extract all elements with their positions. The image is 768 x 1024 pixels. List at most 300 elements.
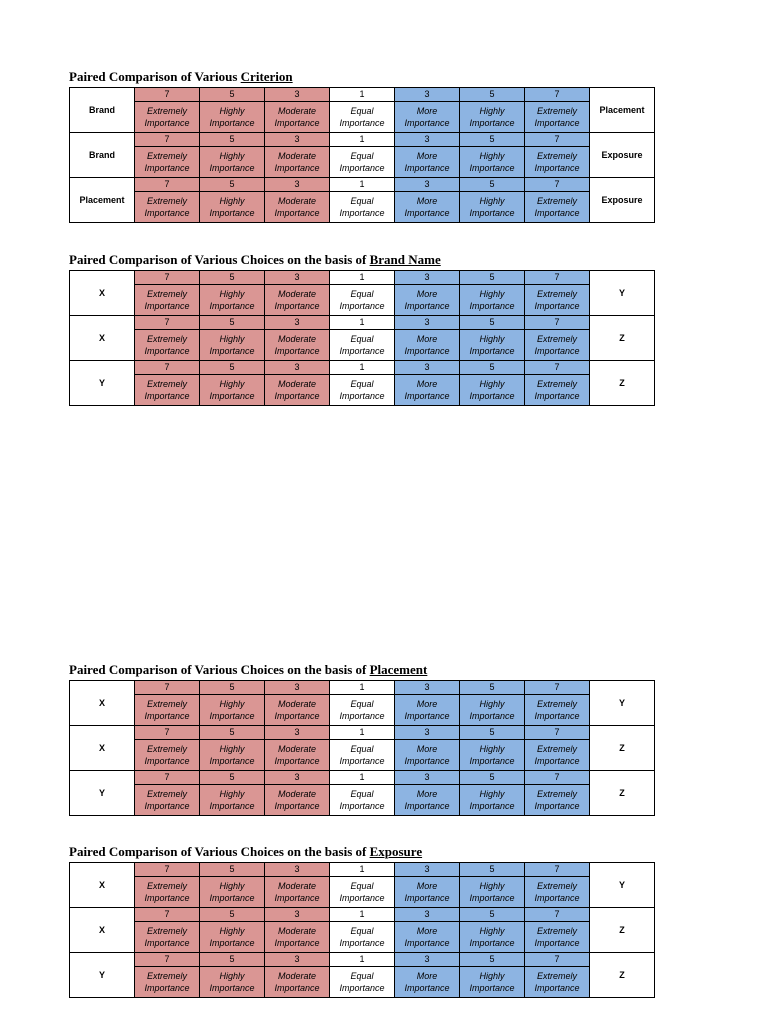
- placement-section: [69, 661, 655, 811]
- scale-importance: Importance: [534, 801, 580, 811]
- scale-importance: Importance: [469, 711, 515, 721]
- comparison-row: [70, 726, 655, 771]
- comparison-table: [69, 87, 655, 223]
- scale-cell[interactable]: [200, 908, 265, 953]
- scale-cell[interactable]: [135, 88, 200, 133]
- scale-cell[interactable]: [200, 681, 265, 726]
- scale-cell[interactable]: [395, 271, 460, 316]
- scale-number: 5: [200, 271, 264, 285]
- scale-number: 3: [265, 178, 329, 192]
- criterion-section: [69, 68, 655, 218]
- scale-cell[interactable]: [200, 178, 265, 223]
- scale-degree: Highly: [219, 926, 245, 936]
- comparison-table: [69, 680, 655, 816]
- scale-cell[interactable]: [200, 88, 265, 133]
- scale-number: 5: [200, 771, 264, 785]
- scale-cell[interactable]: [135, 953, 200, 998]
- scale-cell[interactable]: [200, 863, 265, 908]
- scale-cell[interactable]: [395, 133, 460, 178]
- title-prefix: Paired Comparison of Various: [69, 69, 241, 84]
- scale-number: 5: [200, 88, 264, 102]
- scale-cell[interactable]: [265, 316, 330, 361]
- scale-cell[interactable]: [395, 681, 460, 726]
- scale-cell[interactable]: [395, 316, 460, 361]
- scale-number: 7: [525, 88, 589, 102]
- title-prefix: Paired Comparison of Various Choices on the basis of: [69, 252, 370, 267]
- right-option: Z: [590, 953, 655, 998]
- scale-importance: Importance: [209, 391, 255, 401]
- scale-number: 5: [200, 863, 264, 877]
- right-option: Z: [590, 316, 655, 361]
- scale-cell[interactable]: [330, 726, 395, 771]
- scale-degree: Moderate: [277, 106, 317, 116]
- section-title: [69, 68, 655, 86]
- scale-cell[interactable]: [395, 863, 460, 908]
- scale-importance: Importance: [144, 756, 190, 766]
- scale-degree: Moderate: [277, 151, 317, 161]
- scale-cell[interactable]: [265, 771, 330, 816]
- scale-cell[interactable]: [460, 771, 525, 816]
- scale-cell[interactable]: [395, 726, 460, 771]
- right-option: Y: [590, 271, 655, 316]
- left-option: X: [70, 271, 135, 316]
- scale-cell[interactable]: [395, 178, 460, 223]
- scale-number: 7: [135, 908, 199, 922]
- scale-degree: Extremely: [536, 196, 577, 206]
- scale-degree: Extremely: [146, 926, 187, 936]
- comparison-row: [70, 361, 655, 406]
- scale-number: 7: [135, 726, 199, 740]
- scale-degree: Equal: [350, 106, 374, 116]
- scale-importance: Importance: [469, 118, 515, 128]
- scale-cell[interactable]: [525, 178, 590, 223]
- exposure-section: [69, 843, 655, 993]
- scale-degree: Extremely: [536, 881, 577, 891]
- scale-number: 5: [200, 133, 264, 147]
- scale-importance: Importance: [534, 208, 580, 218]
- scale-cell[interactable]: [135, 316, 200, 361]
- scale-number: 1: [330, 681, 394, 695]
- scale-number: 3: [265, 271, 329, 285]
- scale-number: 7: [135, 88, 199, 102]
- scale-degree: Extremely: [146, 881, 187, 891]
- scale-cell[interactable]: [460, 133, 525, 178]
- scale-importance: Importance: [209, 801, 255, 811]
- title-subject: Brand Name: [369, 252, 441, 267]
- scale-cell[interactable]: [525, 771, 590, 816]
- scale-importance: Importance: [209, 163, 255, 173]
- scale-importance: Importance: [144, 893, 190, 903]
- comparison-row: [70, 178, 655, 223]
- right-option: Y: [590, 681, 655, 726]
- scale-number: 3: [395, 88, 459, 102]
- scale-importance: Importance: [274, 346, 320, 356]
- scale-importance: Importance: [534, 346, 580, 356]
- scale-cell[interactable]: [135, 361, 200, 406]
- scale-degree: Highly: [479, 926, 505, 936]
- scale-degree: Moderate: [277, 699, 317, 709]
- left-option: X: [70, 863, 135, 908]
- scale-importance: Importance: [274, 301, 320, 311]
- scale-degree: Moderate: [277, 971, 317, 981]
- scale-importance: Importance: [339, 801, 385, 811]
- scale-degree: Highly: [219, 289, 245, 299]
- scale-importance: Importance: [339, 391, 385, 401]
- scale-degree: Moderate: [277, 881, 317, 891]
- right-option: Placement: [590, 88, 655, 133]
- scale-importance: Importance: [274, 756, 320, 766]
- scale-importance: Importance: [209, 756, 255, 766]
- scale-importance: Importance: [339, 208, 385, 218]
- scale-cell[interactable]: [200, 316, 265, 361]
- scale-number: 7: [135, 361, 199, 375]
- scale-cell[interactable]: [525, 863, 590, 908]
- scale-number: 3: [265, 726, 329, 740]
- scale-degree: More: [416, 334, 438, 344]
- scale-cell[interactable]: [265, 726, 330, 771]
- scale-importance: Importance: [469, 893, 515, 903]
- scale-importance: Importance: [274, 118, 320, 128]
- scale-cell[interactable]: [525, 271, 590, 316]
- scale-importance: Importance: [469, 391, 515, 401]
- right-option: Z: [590, 361, 655, 406]
- scale-importance: Importance: [469, 208, 515, 218]
- scale-number: 5: [200, 361, 264, 375]
- scale-cell[interactable]: [460, 681, 525, 726]
- scale-number: 1: [330, 953, 394, 967]
- scale-cell[interactable]: [135, 726, 200, 771]
- left-option: Brand: [70, 88, 135, 133]
- scale-degree: Extremely: [536, 699, 577, 709]
- scale-degree: Extremely: [146, 289, 187, 299]
- scale-number: 7: [525, 271, 589, 285]
- title-prefix: Paired Comparison of Various Choices on the basis of: [69, 662, 370, 677]
- scale-number: 3: [265, 953, 329, 967]
- scale-cell[interactable]: [460, 178, 525, 223]
- scale-cell[interactable]: [330, 771, 395, 816]
- scale-number: 1: [330, 133, 394, 147]
- scale-cell[interactable]: [265, 178, 330, 223]
- scale-importance: Importance: [469, 938, 515, 948]
- scale-cell[interactable]: [330, 908, 395, 953]
- scale-degree: Highly: [219, 106, 245, 116]
- scale-importance: Importance: [144, 983, 190, 993]
- comparison-row: [70, 908, 655, 953]
- scale-number: 5: [200, 681, 264, 695]
- scale-importance: Importance: [144, 938, 190, 948]
- scale-number: 5: [200, 178, 264, 192]
- scale-degree: Highly: [219, 789, 245, 799]
- scale-number: 5: [460, 771, 524, 785]
- scale-cell[interactable]: [135, 133, 200, 178]
- scale-cell[interactable]: [265, 88, 330, 133]
- scale-importance: Importance: [209, 711, 255, 721]
- scale-importance: Importance: [534, 983, 580, 993]
- scale-degree: Extremely: [146, 106, 187, 116]
- scale-degree: Extremely: [146, 971, 187, 981]
- scale-number: 7: [135, 863, 199, 877]
- scale-importance: Importance: [274, 711, 320, 721]
- scale-cell[interactable]: [460, 316, 525, 361]
- scale-cell[interactable]: [330, 88, 395, 133]
- scale-degree: Equal: [350, 744, 374, 754]
- scale-cell[interactable]: [525, 908, 590, 953]
- scale-cell[interactable]: [525, 316, 590, 361]
- scale-importance: Importance: [274, 801, 320, 811]
- scale-number: 5: [460, 133, 524, 147]
- scale-importance: Importance: [469, 346, 515, 356]
- comparison-table: [69, 862, 655, 998]
- scale-cell[interactable]: [460, 908, 525, 953]
- scale-number: 7: [135, 178, 199, 192]
- scale-cell[interactable]: [395, 953, 460, 998]
- scale-number: 5: [460, 88, 524, 102]
- scale-number: 7: [135, 316, 199, 330]
- scale-degree: Extremely: [536, 744, 577, 754]
- scale-cell[interactable]: [460, 863, 525, 908]
- scale-number: 5: [460, 908, 524, 922]
- right-option: Exposure: [590, 178, 655, 223]
- scale-degree: Highly: [479, 289, 505, 299]
- scale-degree: Highly: [479, 151, 505, 161]
- scale-degree: Moderate: [277, 334, 317, 344]
- scale-cell[interactable]: [200, 133, 265, 178]
- scale-cell[interactable]: [460, 953, 525, 998]
- scale-cell[interactable]: [395, 88, 460, 133]
- scale-importance: Importance: [404, 118, 450, 128]
- scale-importance: Importance: [404, 301, 450, 311]
- scale-importance: Importance: [339, 301, 385, 311]
- scale-degree: Extremely: [536, 971, 577, 981]
- scale-importance: Importance: [404, 801, 450, 811]
- scale-importance: Importance: [144, 118, 190, 128]
- comparison-row: [70, 771, 655, 816]
- right-option: Y: [590, 863, 655, 908]
- scale-cell[interactable]: [135, 178, 200, 223]
- scale-number: 7: [135, 771, 199, 785]
- scale-number: 5: [460, 178, 524, 192]
- scale-importance: Importance: [339, 711, 385, 721]
- section-title: [69, 661, 655, 679]
- scale-importance: Importance: [339, 893, 385, 903]
- scale-importance: Importance: [209, 208, 255, 218]
- left-option: X: [70, 681, 135, 726]
- scale-degree: More: [416, 151, 438, 161]
- scale-degree: More: [416, 196, 438, 206]
- scale-degree: Highly: [479, 881, 505, 891]
- scale-degree: More: [416, 926, 438, 936]
- scale-cell[interactable]: [525, 88, 590, 133]
- comparison-row: [70, 953, 655, 998]
- title-subject: Criterion: [240, 69, 293, 84]
- scale-cell[interactable]: [265, 908, 330, 953]
- scale-number: 7: [135, 133, 199, 147]
- scale-degree: Extremely: [536, 379, 577, 389]
- scale-importance: Importance: [404, 391, 450, 401]
- scale-importance: Importance: [404, 756, 450, 766]
- scale-degree: More: [416, 789, 438, 799]
- comparison-row: [70, 133, 655, 178]
- scale-degree: Highly: [219, 881, 245, 891]
- scale-degree: Moderate: [277, 744, 317, 754]
- left-option: X: [70, 316, 135, 361]
- scale-number: 3: [265, 316, 329, 330]
- scale-cell[interactable]: [395, 771, 460, 816]
- scale-cell[interactable]: [460, 88, 525, 133]
- scale-cell[interactable]: [265, 681, 330, 726]
- scale-importance: Importance: [339, 163, 385, 173]
- scale-number: 5: [460, 361, 524, 375]
- scale-cell[interactable]: [525, 133, 590, 178]
- scale-cell[interactable]: [200, 361, 265, 406]
- scale-degree: Highly: [479, 789, 505, 799]
- scale-importance: Importance: [404, 983, 450, 993]
- scale-degree: Highly: [219, 196, 245, 206]
- brand-name-section: [69, 251, 655, 401]
- scale-degree: Extremely: [146, 334, 187, 344]
- scale-degree: More: [416, 881, 438, 891]
- scale-degree: Highly: [219, 971, 245, 981]
- scale-degree: Extremely: [146, 744, 187, 754]
- scale-cell[interactable]: [135, 681, 200, 726]
- scale-importance: Importance: [339, 983, 385, 993]
- scale-degree: Highly: [219, 151, 245, 161]
- scale-degree: Highly: [479, 334, 505, 344]
- scale-importance: Importance: [469, 983, 515, 993]
- scale-importance: Importance: [274, 163, 320, 173]
- scale-cell[interactable]: [330, 681, 395, 726]
- left-option: Y: [70, 771, 135, 816]
- scale-cell[interactable]: [265, 133, 330, 178]
- scale-cell[interactable]: [330, 863, 395, 908]
- scale-importance: Importance: [404, 163, 450, 173]
- scale-cell[interactable]: [395, 361, 460, 406]
- scale-degree: Equal: [350, 196, 374, 206]
- scale-cell[interactable]: [135, 863, 200, 908]
- comparison-row: [70, 863, 655, 908]
- scale-cell[interactable]: [460, 726, 525, 771]
- scale-cell[interactable]: [265, 271, 330, 316]
- scale-cell[interactable]: [135, 271, 200, 316]
- scale-degree: Equal: [350, 881, 374, 891]
- scale-cell[interactable]: [330, 953, 395, 998]
- scale-cell[interactable]: [330, 271, 395, 316]
- scale-importance: Importance: [274, 938, 320, 948]
- scale-cell[interactable]: [200, 953, 265, 998]
- scale-number: 1: [330, 316, 394, 330]
- scale-number: 5: [460, 316, 524, 330]
- scale-degree: Moderate: [277, 196, 317, 206]
- scale-importance: Importance: [339, 346, 385, 356]
- scale-number: 3: [395, 771, 459, 785]
- scale-cell[interactable]: [200, 771, 265, 816]
- scale-degree: Equal: [350, 699, 374, 709]
- scale-cell[interactable]: [330, 178, 395, 223]
- scale-number: 5: [200, 953, 264, 967]
- title-subject: Placement: [369, 662, 428, 677]
- section-title: [69, 251, 655, 269]
- scale-cell[interactable]: [330, 133, 395, 178]
- scale-cell[interactable]: [525, 681, 590, 726]
- scale-number: 5: [460, 271, 524, 285]
- scale-cell[interactable]: [200, 726, 265, 771]
- scale-cell[interactable]: [135, 908, 200, 953]
- scale-number: 1: [330, 271, 394, 285]
- scale-importance: Importance: [144, 801, 190, 811]
- scale-cell[interactable]: [265, 863, 330, 908]
- scale-number: 3: [395, 271, 459, 285]
- scale-number: 3: [395, 681, 459, 695]
- right-option: Exposure: [590, 133, 655, 178]
- comparison-row: [70, 316, 655, 361]
- scale-degree: Extremely: [536, 334, 577, 344]
- scale-cell[interactable]: [135, 771, 200, 816]
- scale-cell[interactable]: [330, 316, 395, 361]
- scale-degree: Equal: [350, 289, 374, 299]
- scale-cell[interactable]: [460, 361, 525, 406]
- scale-cell[interactable]: [525, 953, 590, 998]
- scale-number: 3: [395, 908, 459, 922]
- scale-degree: Highly: [219, 744, 245, 754]
- scale-importance: Importance: [469, 301, 515, 311]
- scale-number: 5: [460, 953, 524, 967]
- scale-cell[interactable]: [525, 361, 590, 406]
- scale-importance: Importance: [274, 893, 320, 903]
- scale-cell[interactable]: [265, 361, 330, 406]
- scale-importance: Importance: [404, 711, 450, 721]
- title-prefix: Paired Comparison of Various Choices on the basis of: [69, 844, 370, 859]
- scale-number: 5: [460, 726, 524, 740]
- scale-cell[interactable]: [395, 908, 460, 953]
- scale-number: 3: [265, 681, 329, 695]
- scale-degree: Highly: [479, 379, 505, 389]
- scale-importance: Importance: [144, 711, 190, 721]
- scale-importance: Importance: [144, 163, 190, 173]
- scale-cell[interactable]: [200, 271, 265, 316]
- scale-degree: More: [416, 379, 438, 389]
- scale-number: 7: [525, 953, 589, 967]
- scale-cell[interactable]: [525, 726, 590, 771]
- scale-number: 7: [525, 316, 589, 330]
- scale-importance: Importance: [339, 118, 385, 128]
- right-option: Z: [590, 908, 655, 953]
- scale-importance: Importance: [534, 711, 580, 721]
- comparison-row: [70, 88, 655, 133]
- scale-number: 3: [395, 178, 459, 192]
- scale-number: 1: [330, 863, 394, 877]
- scale-degree: Equal: [350, 151, 374, 161]
- scale-degree: Highly: [479, 699, 505, 709]
- scale-degree: More: [416, 106, 438, 116]
- scale-degree: More: [416, 971, 438, 981]
- left-option: Y: [70, 953, 135, 998]
- scale-cell[interactable]: [330, 361, 395, 406]
- scale-importance: Importance: [209, 893, 255, 903]
- scale-number: 3: [395, 953, 459, 967]
- scale-number: 7: [135, 681, 199, 695]
- scale-number: 5: [200, 908, 264, 922]
- scale-cell[interactable]: [460, 271, 525, 316]
- scale-importance: Importance: [209, 938, 255, 948]
- scale-degree: Highly: [479, 196, 505, 206]
- scale-importance: Importance: [404, 346, 450, 356]
- left-option: X: [70, 726, 135, 771]
- scale-degree: Extremely: [536, 151, 577, 161]
- comparison-table: [69, 270, 655, 406]
- scale-importance: Importance: [339, 756, 385, 766]
- scale-number: 1: [330, 908, 394, 922]
- scale-cell[interactable]: [265, 953, 330, 998]
